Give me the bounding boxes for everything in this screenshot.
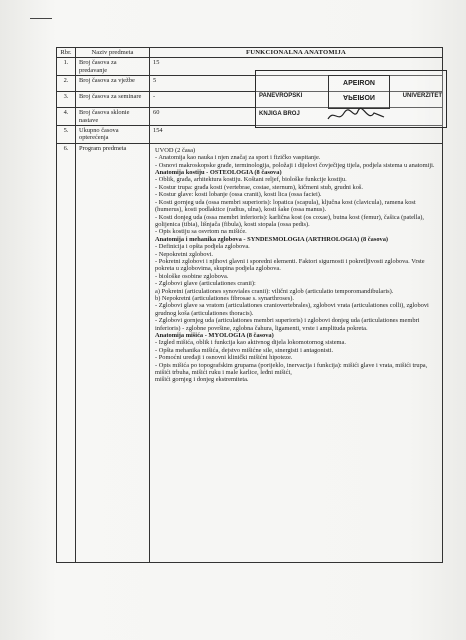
program-line: - biološke osobine zglobova. <box>155 272 229 280</box>
row-label: Program predmeta <box>76 143 150 562</box>
program-line: - Anatomija kao nauka i njen značaj za sport i fizičko vaspitanje. <box>155 154 321 162</box>
row-number: 3. <box>57 92 76 108</box>
program-content <box>150 143 443 562</box>
row-value: - <box>150 92 443 108</box>
program-line: - Opis kostiju sa osvrtom na mišiće. <box>155 228 247 236</box>
program-line: - Kosti donjeg uda (ossa membri inferioris): karlična kost (os coxae), butna kost (femur), čašica (patella), golijenica (tibia), lišnjača (fibula), kosti stopala (ossa pedis). <box>155 213 425 228</box>
stamp-logo-text-mirrored: APEIRON <box>343 93 375 100</box>
table-row <box>57 126 443 144</box>
program-line: - Opšta mehanika mišića, dejstvo mišićne sile, sinergisti i antagonisti. <box>155 346 334 354</box>
row-label: Broj časova za seminare <box>76 92 150 108</box>
stamp-archive-label: KNJIGA BROJ <box>259 111 300 117</box>
row-number: 1. <box>57 58 76 76</box>
row-label: Broj časova za predavanje <box>76 58 150 76</box>
university-stamp <box>255 70 447 128</box>
program-line: - Izgled mišića, oblik i funkcija kao aktivnog dijela lokomotornog sistema. <box>155 339 346 347</box>
section-heading: Anatomija kostiju - OSTEOLOGIA (8 časova) <box>155 169 282 177</box>
program-line: - Pomoćni uređaji i osnovni klinički mišićni hipoteze. <box>155 354 293 362</box>
program-line: - Opis mišića po topografskim grupama (porijeklo, inervacija i funkcija): mišići glave i vrata, mišići trupa, mišići trbuha, mišići ruku i male karlice, leđni mišići, <box>155 361 428 377</box>
row-number: 5. <box>57 126 76 144</box>
stamp-right-text: UNIVERZITET <box>402 93 442 99</box>
program-line: mišići gornjeg i donjeg ekstremiteta. <box>155 376 249 384</box>
course-title: FUNKCIONALNA ANATOMIJA <box>150 48 443 58</box>
stamp-logo-text: APEIRON <box>343 80 375 87</box>
row-number: 4. <box>57 108 76 126</box>
header-rbr: Rbr. <box>57 48 76 58</box>
program-line: - Pokretni zglobovi i njihovi glavni i sporedni elementi. Faktori sigurnosti i pokretljivosti zglobova. Vrste pokreta u zglobovima, skupina podjela zglobova. <box>155 257 425 273</box>
row-value: 60 <box>150 108 443 126</box>
row-number: 6. <box>57 143 76 562</box>
corner-mark <box>30 18 52 19</box>
row-value: 5 <box>150 76 443 92</box>
stamp-left-text: PANEVROPSKI <box>259 93 303 99</box>
program-line: - Kostur glave: kosti lobanje (ossa cranii), kosti lica (ossa faciei). <box>155 191 322 199</box>
row-label: Ukupno časova opterećenja <box>76 126 150 144</box>
header-name-col: Naziv predmeta <box>76 48 150 58</box>
section-heading: Anatomija i mehanika zglobova - SYNDESMOLOGIA (ARTHROLOGIA) (8 časova) <box>155 235 389 243</box>
program-line: - Osnovi makroskopske građe, terminologija, položaji i dijelovi čovječijeg tijela, podjela sistema u anatomiji. <box>155 161 435 169</box>
program-line: - Kostur trupa: građa kosti (vertebrae, costae, sternum), kičmeni stub, grudni koš. <box>155 183 363 191</box>
row-label: Broj časova za vježbe <box>76 76 150 92</box>
program-line: UVOD (2 časa) <box>155 146 196 154</box>
program-line: - Nepokretni zglobovi. <box>155 250 214 258</box>
section-heading: Anatomija mišića - MYOLOGIA (8 časova) <box>155 332 274 339</box>
row-value: 154 <box>150 126 443 144</box>
program-line: a) Pokretni (articulationes synoviales cranii): vilični zglob (articulatio temporomandibularis). <box>155 287 394 295</box>
row-number: 2. <box>57 76 76 92</box>
program-line: - Zglobovi gornjeg uda (articulationes membri superioris) i zglobovi donjeg uda (articulationes membri inferioris) - zglobne površine, zglobna čahura, ligamenti, vrste i amplituda pokreta. <box>155 317 420 332</box>
stamp-logo-box <box>328 75 390 109</box>
program-line: - Zglobovi glave (articulationes cranii): <box>155 280 256 288</box>
program-line: - Oblik, građa, arhitektura kostiju. Koštani reljef, biološke funkcije kostiju. <box>155 176 347 184</box>
program-line: - Kosti gornjeg uda (ossa membri superioris): lopatica (scapula), ključna kost (clavicula), ramena kost (humerus), kosti podlaktice (radius, ulna), kosti šake (ossa manus). <box>155 198 416 214</box>
program-line: - Zglobovi glave sa vratom (articulationes craniovertebrales), zglobovi vrata (articulationes colli), zglobovi grudnog koša (articulationes thoracis). <box>155 302 429 317</box>
table-header-row <box>57 48 443 58</box>
row-value: 15 <box>150 58 443 76</box>
program-row <box>57 143 443 562</box>
row-label: Broj časova sklonie nastave <box>76 108 150 126</box>
program-line: - Definicija i opšta podjela zglobova. <box>155 243 250 251</box>
program-line: b) Nepokretni (articulationes fibrosae s. synarthroses). <box>155 294 294 302</box>
handwritten-signature <box>326 107 386 125</box>
